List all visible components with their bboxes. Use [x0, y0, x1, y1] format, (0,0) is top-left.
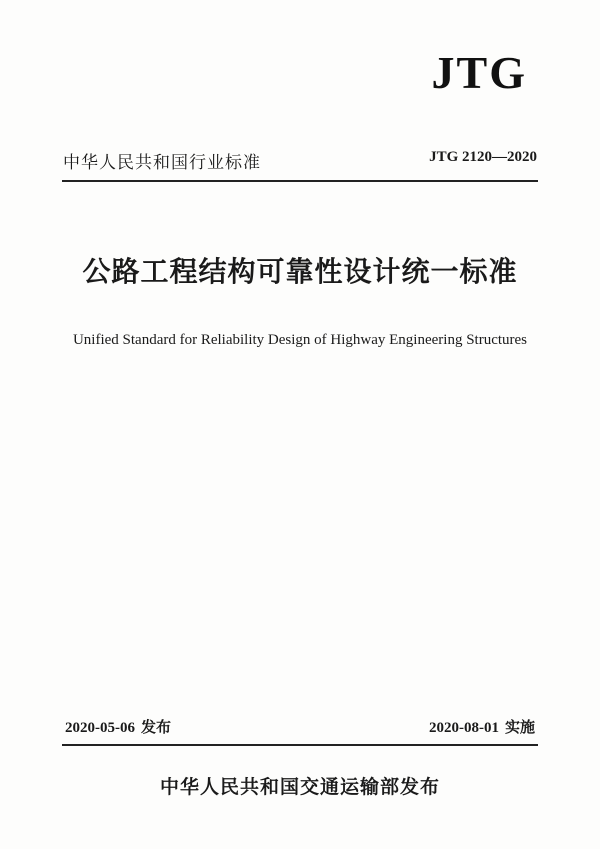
effective-date-block: [429, 716, 535, 737]
jtg-logo: JTG: [431, 47, 527, 98]
title-chinese: 公路工程结构可靠性设计统一标准: [82, 255, 518, 288]
bottom-divider: [62, 744, 538, 746]
effective-label: 实施: [504, 718, 535, 736]
issue-label: 发布: [141, 718, 172, 736]
issue-date: 2020-05-06: [65, 720, 135, 736]
top-divider: [62, 180, 538, 182]
standard-number: JTG 2120—2020: [429, 149, 537, 165]
title-english: Unified Standard for Reliability Design of Highway Engineering Structures: [72, 332, 528, 348]
publisher: 中华人民共和国交通运输部发布: [159, 776, 440, 798]
header-row: [63, 148, 537, 176]
standard-category: 中华人民共和国行业标准: [63, 153, 261, 173]
date-row: [63, 716, 537, 740]
issue-date-block: [65, 716, 171, 737]
effective-date: 2020-08-01: [428, 720, 499, 736]
